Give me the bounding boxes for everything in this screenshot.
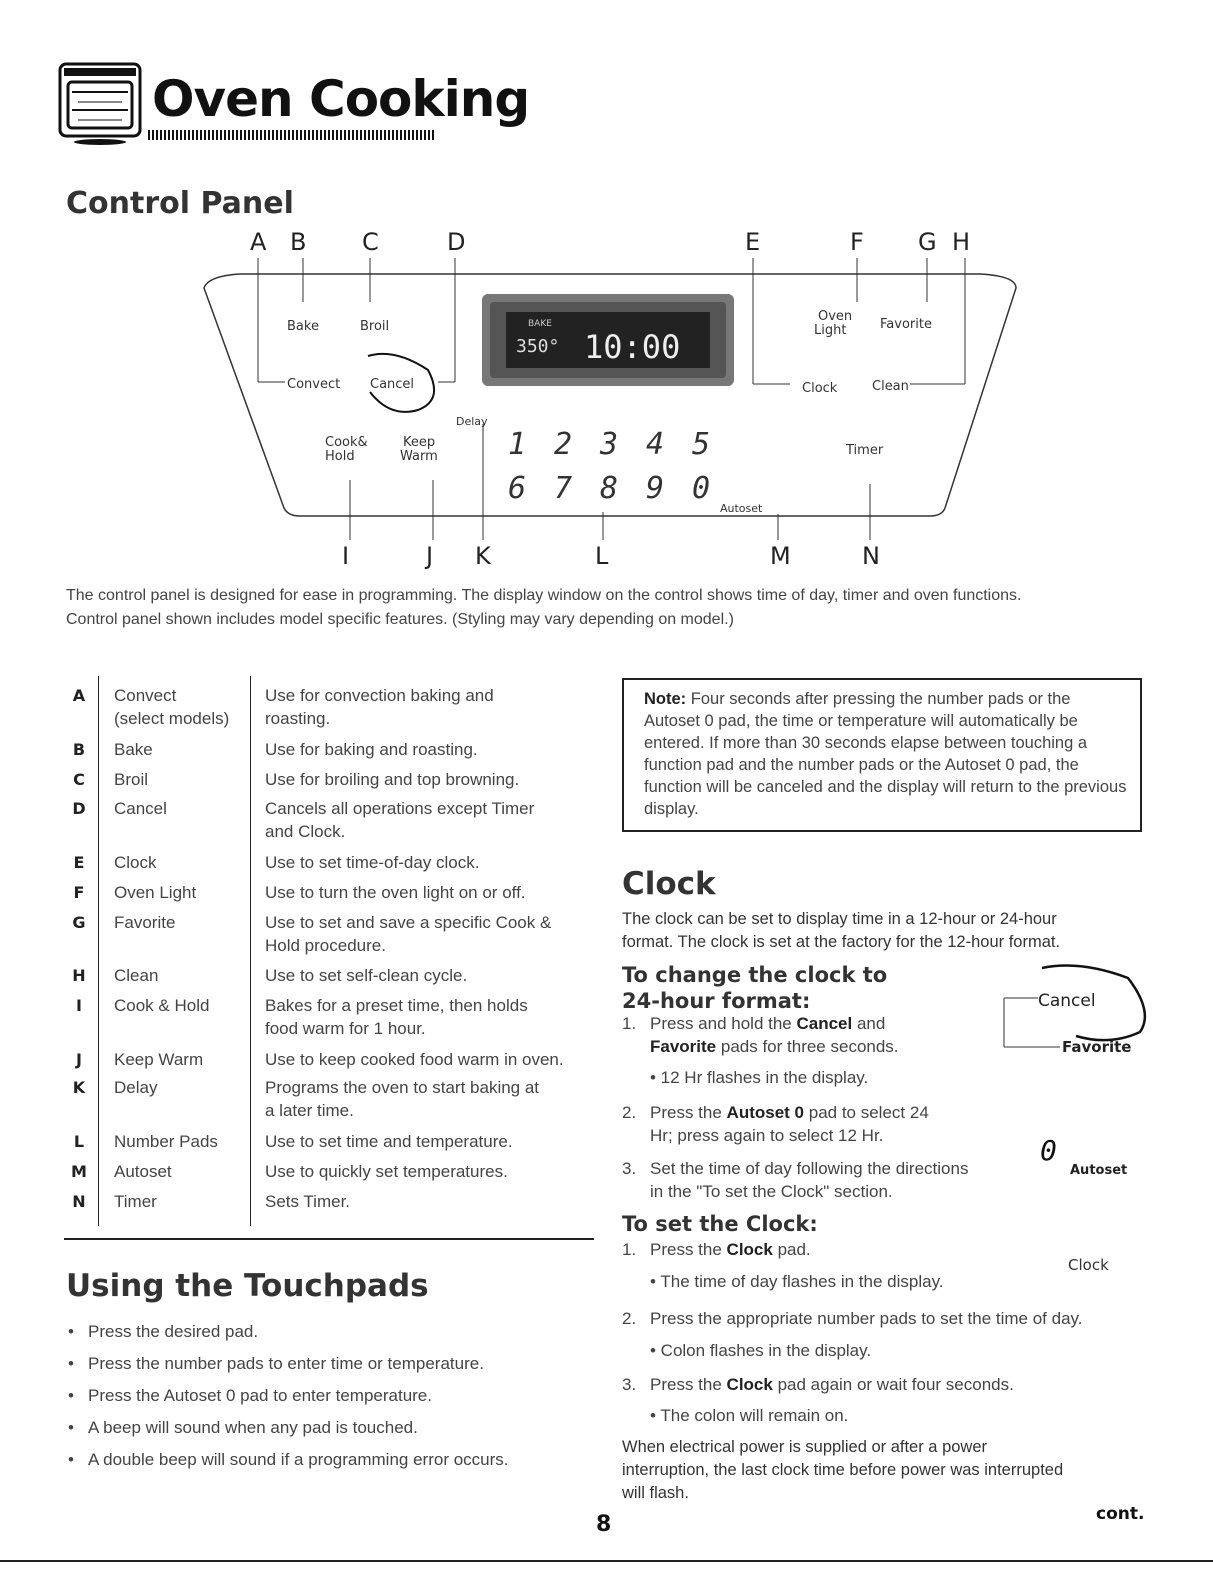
display-mode: BAKE	[528, 319, 552, 329]
number-pad-7: 7	[554, 471, 573, 506]
pad-cancel: Cancel	[370, 377, 415, 392]
power-text-line-3: will flash.	[622, 1484, 689, 1502]
pad-cook-hold-2: Hold	[325, 449, 355, 464]
title-underline	[148, 130, 436, 140]
pad-broil: Broil	[360, 319, 390, 334]
number-pad-1: 1	[508, 427, 527, 462]
footer-rule	[0, 1560, 1213, 1562]
page-title: Oven Cooking	[152, 70, 530, 128]
label-l: L	[595, 542, 609, 570]
list-item: • Press the desired pad.	[64, 1322, 604, 1342]
side-pad-autoset: Autoset	[1070, 1163, 1128, 1178]
note-label: Note:	[644, 690, 687, 708]
set-step-1-sub: • The time of day flashes in the display.	[650, 1272, 944, 1291]
label-h: H	[952, 228, 971, 256]
pad-cook-hold-1: Cook&	[325, 435, 368, 450]
change-format-heading-line-1: To change the clock to	[622, 963, 888, 987]
power-text-line-2: interruption, the last clock time before power was interrupted	[622, 1461, 1064, 1479]
set-clock-heading: To set the Clock:	[622, 1212, 818, 1236]
label-c: C	[362, 228, 379, 256]
number-pad-9: 9	[646, 471, 665, 506]
panel-description-line-2: Control panel shown includes model specific features. (Styling may vary depending on model.)	[66, 611, 734, 628]
power-text-line-1: When electrical power is supplied or after a power	[622, 1438, 988, 1456]
pad-timer: Timer	[846, 443, 884, 458]
list-item: • Press the number pads to enter time or temperature.	[64, 1354, 604, 1374]
panel-description-line-1: The control panel is designed for ease in programming. The display window on the control shows time of day, timer and oven functions.	[66, 587, 1022, 604]
label-g: G	[918, 228, 937, 256]
features-table: A Convect (select models) Use for convection baking and roasting. B Bake Use for baking and roasting. C Broil Use for broiling and top browning. D Cancel Cancels all operations except Timer and Clock. E Clock Use to set time-of-day clock. F Oven Light Use to turn the oven light on or off. G Favorite Use to set and save a specific Cook & Hold procedure. H Clean Use to set self-clean cycle. I Cook & Hold Bakes for a preset time, then holds food warm for 1 hour. J Keep Warm Use to keep cooked food warm in oven. K Delay Programs the oven to start baking at a later time. L Number Pads Use to set time and temperature. M Autoset Use to quickly set temperatures. N Timer Sets Timer.	[64, 676, 594, 1240]
display-time: 10:00	[584, 328, 681, 366]
clock-heading: Clock	[622, 866, 716, 902]
pad-bake: Bake	[287, 319, 319, 334]
number-pad-8: 8	[600, 471, 619, 506]
pad-autoset: Autoset	[720, 502, 763, 515]
pad-oven-light-2: Light	[814, 323, 847, 338]
touchpads-heading: Using the Touchpads	[66, 1268, 429, 1304]
oven-icon	[58, 62, 142, 146]
note-text: Four seconds after pressing the number pads or the Autoset 0 pad, the time or temperature will automatically be entered. If more than 30 seconds elapse between touching a function pad and the number pads or the Autoset 0 pad, the function will be canceled and the display will return to the previous display.	[644, 690, 1127, 818]
label-n: N	[862, 542, 880, 570]
continued-label: cont.	[1096, 1504, 1145, 1524]
side-pad-cancel: Cancel	[1038, 991, 1096, 1011]
pad-keep-2: Warm	[400, 449, 438, 464]
number-pad-2: 2	[554, 427, 573, 462]
pad-clock: Clock	[802, 381, 838, 396]
pad-convect: Convect	[287, 377, 341, 392]
control-panel-diagram	[190, 222, 1030, 572]
number-pad-6: 6	[508, 471, 527, 506]
side-pad-zero: 0	[1040, 1134, 1057, 1167]
table-divider	[98, 676, 99, 1226]
power-interruption-text	[622, 1436, 1152, 1505]
pad-keep-1: Keep	[403, 435, 436, 450]
list-item: • A beep will sound when any pad is touched.	[64, 1418, 604, 1438]
note-box	[622, 678, 1142, 832]
clock-intro-line-2: format. The clock is set at the factory for the 12-hour format.	[622, 933, 1061, 951]
label-e: E	[745, 228, 761, 256]
number-pad-0: 0	[692, 471, 711, 506]
set-step-3-sub: • The colon will remain on.	[650, 1406, 849, 1425]
number-pad-3: 3	[600, 427, 619, 462]
label-k: K	[475, 542, 491, 570]
table-divider	[250, 676, 251, 1226]
list-item: • A double beep will sound if a programming error occurs.	[64, 1450, 604, 1470]
cancel-favorite-illustration	[1000, 962, 1150, 1052]
list-item: • Press the Autoset 0 pad to enter temperature.	[64, 1386, 604, 1406]
set-step-2-sub: • Colon flashes in the display.	[650, 1341, 872, 1360]
change-step-1-sub: • 12 Hr flashes in the display.	[650, 1068, 869, 1087]
touchpads-list	[64, 1322, 604, 1482]
panel-description	[66, 584, 1156, 632]
clock-intro	[622, 908, 1152, 954]
display-temp: 350°	[516, 336, 560, 357]
label-f: F	[850, 228, 864, 256]
label-i: I	[342, 542, 350, 570]
number-pad-4: 4	[646, 427, 665, 462]
clock-intro-line-1: The clock can be set to display time in a 12-hour or 24-hour	[622, 910, 1057, 928]
label-d: D	[447, 228, 466, 256]
pad-clean: Clean	[872, 379, 909, 394]
label-a: A	[250, 228, 267, 256]
side-pad-favorite: Favorite	[1062, 1038, 1132, 1052]
pad-delay: Delay	[456, 415, 488, 428]
change-format-heading-line-2: 24-hour format:	[622, 989, 811, 1013]
label-j: J	[426, 542, 434, 570]
change-format-heading	[622, 962, 887, 1014]
pad-oven-light-1: Oven	[818, 309, 853, 324]
control-panel-heading: Control Panel	[66, 186, 294, 221]
number-pad-5: 5	[692, 427, 711, 462]
side-pad-clock: Clock	[1068, 1256, 1109, 1274]
label-m: M	[770, 542, 791, 570]
pad-favorite: Favorite	[880, 317, 932, 332]
page-number: 8	[596, 1512, 612, 1537]
label-b: B	[290, 228, 307, 256]
